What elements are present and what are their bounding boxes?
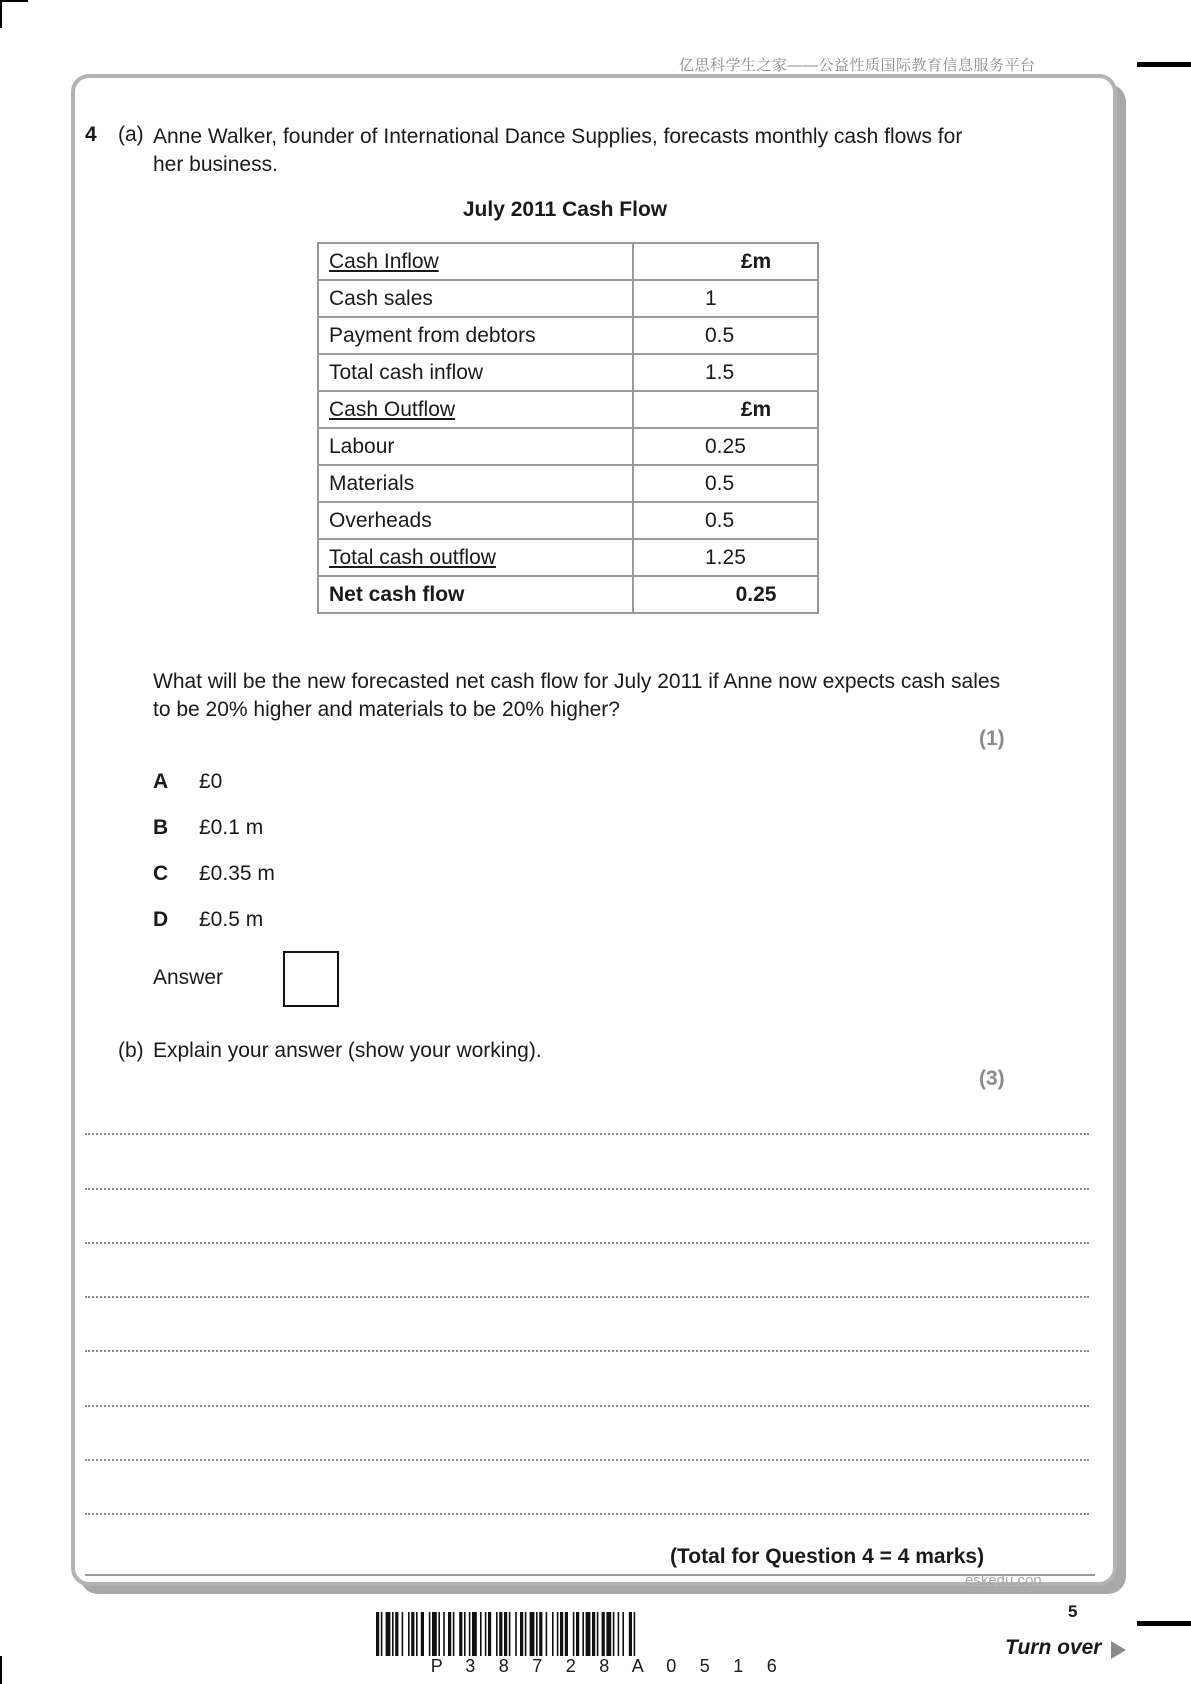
table-row bbox=[318, 354, 818, 391]
row-label: Payment from debtors bbox=[318, 317, 633, 354]
barcode-bar bbox=[485, 1612, 487, 1656]
footer-watermark: eskedu.con bbox=[965, 1572, 1042, 1589]
part-a-label: (a) bbox=[118, 123, 144, 146]
table-row bbox=[318, 428, 818, 465]
net-cash-flow-label: Net cash flow bbox=[318, 576, 633, 613]
answer-box[interactable] bbox=[283, 951, 339, 1007]
edge-mark-bottom-right bbox=[1137, 1621, 1191, 1626]
barcode-bar bbox=[429, 1612, 431, 1656]
barcode-bar bbox=[515, 1612, 517, 1656]
barcode-char: 5 bbox=[699, 1656, 710, 1676]
barcode-bar bbox=[448, 1612, 451, 1656]
table-row bbox=[318, 576, 818, 613]
page-number: 5 bbox=[1068, 1602, 1078, 1621]
barcode-bar bbox=[443, 1612, 445, 1656]
barcode-char: 0 bbox=[666, 1656, 677, 1676]
barcode-bar bbox=[402, 1612, 404, 1656]
row-value: 1.5 bbox=[633, 354, 818, 391]
barcode-bar bbox=[629, 1612, 632, 1656]
barcode-bar bbox=[496, 1612, 498, 1656]
row-label: Total cash inflow bbox=[318, 354, 633, 391]
option-c-letter: C bbox=[153, 862, 169, 885]
barcode-bar bbox=[618, 1612, 620, 1656]
row-label: Labour bbox=[318, 428, 633, 465]
part-b-text: Explain your answer (show your working). bbox=[153, 1039, 542, 1062]
barcode-bar bbox=[392, 1612, 394, 1656]
row-value: 1.25 bbox=[633, 539, 818, 576]
row-value: 0.5 bbox=[633, 465, 818, 502]
part-b-marks: (3) bbox=[979, 1067, 1005, 1090]
barcode bbox=[376, 1612, 810, 1656]
barcode-char: P bbox=[430, 1656, 443, 1676]
barcode-bar bbox=[525, 1612, 527, 1656]
part-b-label: (b) bbox=[118, 1039, 144, 1062]
barcode-bar bbox=[582, 1612, 584, 1656]
option-c-text: £0.35 m bbox=[199, 862, 275, 885]
barcode-char: 3 bbox=[465, 1656, 476, 1676]
barcode-bar bbox=[438, 1612, 440, 1656]
barcode-bar bbox=[602, 1612, 605, 1656]
answer-line[interactable] bbox=[85, 1513, 1089, 1515]
barcode-bar bbox=[376, 1612, 379, 1656]
answer-line[interactable] bbox=[85, 1188, 1089, 1190]
barcode-bar bbox=[408, 1612, 410, 1656]
row-value: 0.5 bbox=[633, 502, 818, 539]
table-row bbox=[318, 539, 818, 576]
answer-label: Answer bbox=[153, 966, 224, 989]
table-title: July 2011 Cash Flow bbox=[462, 198, 668, 221]
crop-mark-bottom-left bbox=[0, 1656, 2, 1684]
barcode-bar bbox=[606, 1612, 611, 1656]
barcode-bar bbox=[576, 1612, 579, 1656]
barcode-bar bbox=[613, 1612, 615, 1656]
barcode-bar bbox=[597, 1612, 599, 1656]
barcode-bar bbox=[530, 1612, 535, 1656]
table-row bbox=[318, 391, 818, 428]
answer-line[interactable] bbox=[85, 1242, 1089, 1244]
barcode-char: 2 bbox=[565, 1656, 576, 1676]
barcode-bar bbox=[586, 1612, 591, 1656]
barcode-bar bbox=[464, 1612, 466, 1656]
barcode-bar bbox=[381, 1612, 383, 1656]
barcode-bar bbox=[539, 1612, 542, 1656]
option-b-text: £0.1 m bbox=[199, 816, 264, 839]
barcode-char: 6 bbox=[766, 1656, 777, 1676]
barcode-bar bbox=[622, 1612, 624, 1656]
barcode-bar bbox=[552, 1612, 554, 1656]
barcode-bar bbox=[557, 1612, 559, 1656]
part-a-intro: Anne Walker, founder of International Dance Supplies, forecasts monthly cash flows for her business. bbox=[153, 125, 963, 176]
cash-outflow-heading: Cash Outflow bbox=[329, 397, 456, 421]
cash-inflow-unit: £m bbox=[633, 243, 818, 280]
part-a-marks: (1) bbox=[979, 727, 1005, 750]
barcode-bar bbox=[411, 1612, 414, 1656]
edge-mark-top-right bbox=[1137, 62, 1191, 67]
barcode-char: 1 bbox=[733, 1656, 744, 1676]
cash-outflow-unit: £m bbox=[633, 391, 818, 428]
barcode-char: A bbox=[631, 1656, 644, 1676]
barcode-number bbox=[420, 1656, 789, 1677]
answer-line[interactable] bbox=[85, 1133, 1089, 1135]
cash-inflow-heading: Cash Inflow bbox=[329, 249, 439, 273]
barcode-bar bbox=[504, 1612, 507, 1656]
table-row bbox=[318, 502, 818, 539]
turn-over-arrow-icon bbox=[1111, 1641, 1126, 1659]
cash-flow-table bbox=[317, 242, 819, 614]
row-label: Materials bbox=[318, 465, 633, 502]
answer-line[interactable] bbox=[85, 1405, 1089, 1407]
barcode-bar bbox=[520, 1612, 523, 1656]
table-row bbox=[318, 243, 818, 280]
row-label: Cash sales bbox=[318, 280, 633, 317]
barcode-bar bbox=[386, 1612, 391, 1656]
question-number: 4 bbox=[85, 123, 97, 146]
barcode-bar bbox=[565, 1612, 568, 1656]
table-row bbox=[318, 280, 818, 317]
option-d-letter: D bbox=[153, 908, 169, 931]
answer-line[interactable] bbox=[85, 1350, 1089, 1352]
barcode-bar bbox=[469, 1612, 471, 1656]
answer-line[interactable] bbox=[85, 1296, 1089, 1298]
barcode-bar bbox=[395, 1612, 398, 1656]
barcode-bar bbox=[480, 1612, 482, 1656]
barcode-bar bbox=[453, 1612, 455, 1656]
total-cash-outflow-label: Total cash outflow bbox=[329, 545, 496, 569]
net-cash-flow-value: 0.25 bbox=[633, 576, 818, 613]
row-value: 0.25 bbox=[633, 428, 818, 465]
row-value: 0.5 bbox=[633, 317, 818, 354]
barcode-bar bbox=[499, 1612, 502, 1656]
barcode-bar bbox=[472, 1612, 477, 1656]
barcode-char: 7 bbox=[532, 1656, 543, 1676]
answer-line[interactable] bbox=[85, 1459, 1089, 1461]
barcode-bar bbox=[573, 1612, 575, 1656]
header-watermark: 亿思科学生之家——公益性质国际教育信息服务平台 bbox=[679, 57, 1036, 74]
option-d-text: £0.5 m bbox=[199, 908, 264, 931]
barcode-bar bbox=[546, 1612, 548, 1656]
barcode-char: 8 bbox=[498, 1656, 509, 1676]
row-value: 1 bbox=[633, 280, 818, 317]
turn-over-text: Turn over bbox=[1005, 1636, 1102, 1659]
barcode-bar bbox=[509, 1612, 511, 1656]
bottom-rule bbox=[85, 1574, 1095, 1576]
table-row bbox=[318, 465, 818, 502]
barcode-bar bbox=[421, 1612, 424, 1656]
crop-mark-vertical bbox=[0, 0, 2, 28]
barcode-char: 8 bbox=[599, 1656, 610, 1676]
table-row bbox=[318, 317, 818, 354]
option-a-text: £0 bbox=[199, 770, 223, 793]
question-total: (Total for Question 4 = 4 marks) bbox=[670, 1545, 985, 1568]
barcode-bar bbox=[488, 1612, 491, 1656]
barcode-bar bbox=[416, 1612, 418, 1656]
barcode-bar bbox=[536, 1612, 538, 1656]
option-a-letter: A bbox=[153, 770, 169, 793]
row-label: Overheads bbox=[318, 502, 633, 539]
question-prompt: What will be the new forecasted net cash flow for July 2011 if Anne now expects cash sales to be 20% higher and materials to be 20% higher? bbox=[153, 670, 1001, 721]
barcode-bar bbox=[432, 1612, 437, 1656]
barcode-bar bbox=[459, 1612, 462, 1656]
barcode-bar bbox=[634, 1612, 636, 1656]
option-b-letter: B bbox=[153, 816, 169, 839]
barcode-bar bbox=[592, 1612, 595, 1656]
crop-mark-horizontal bbox=[0, 0, 28, 2]
barcode-bar bbox=[560, 1612, 563, 1656]
